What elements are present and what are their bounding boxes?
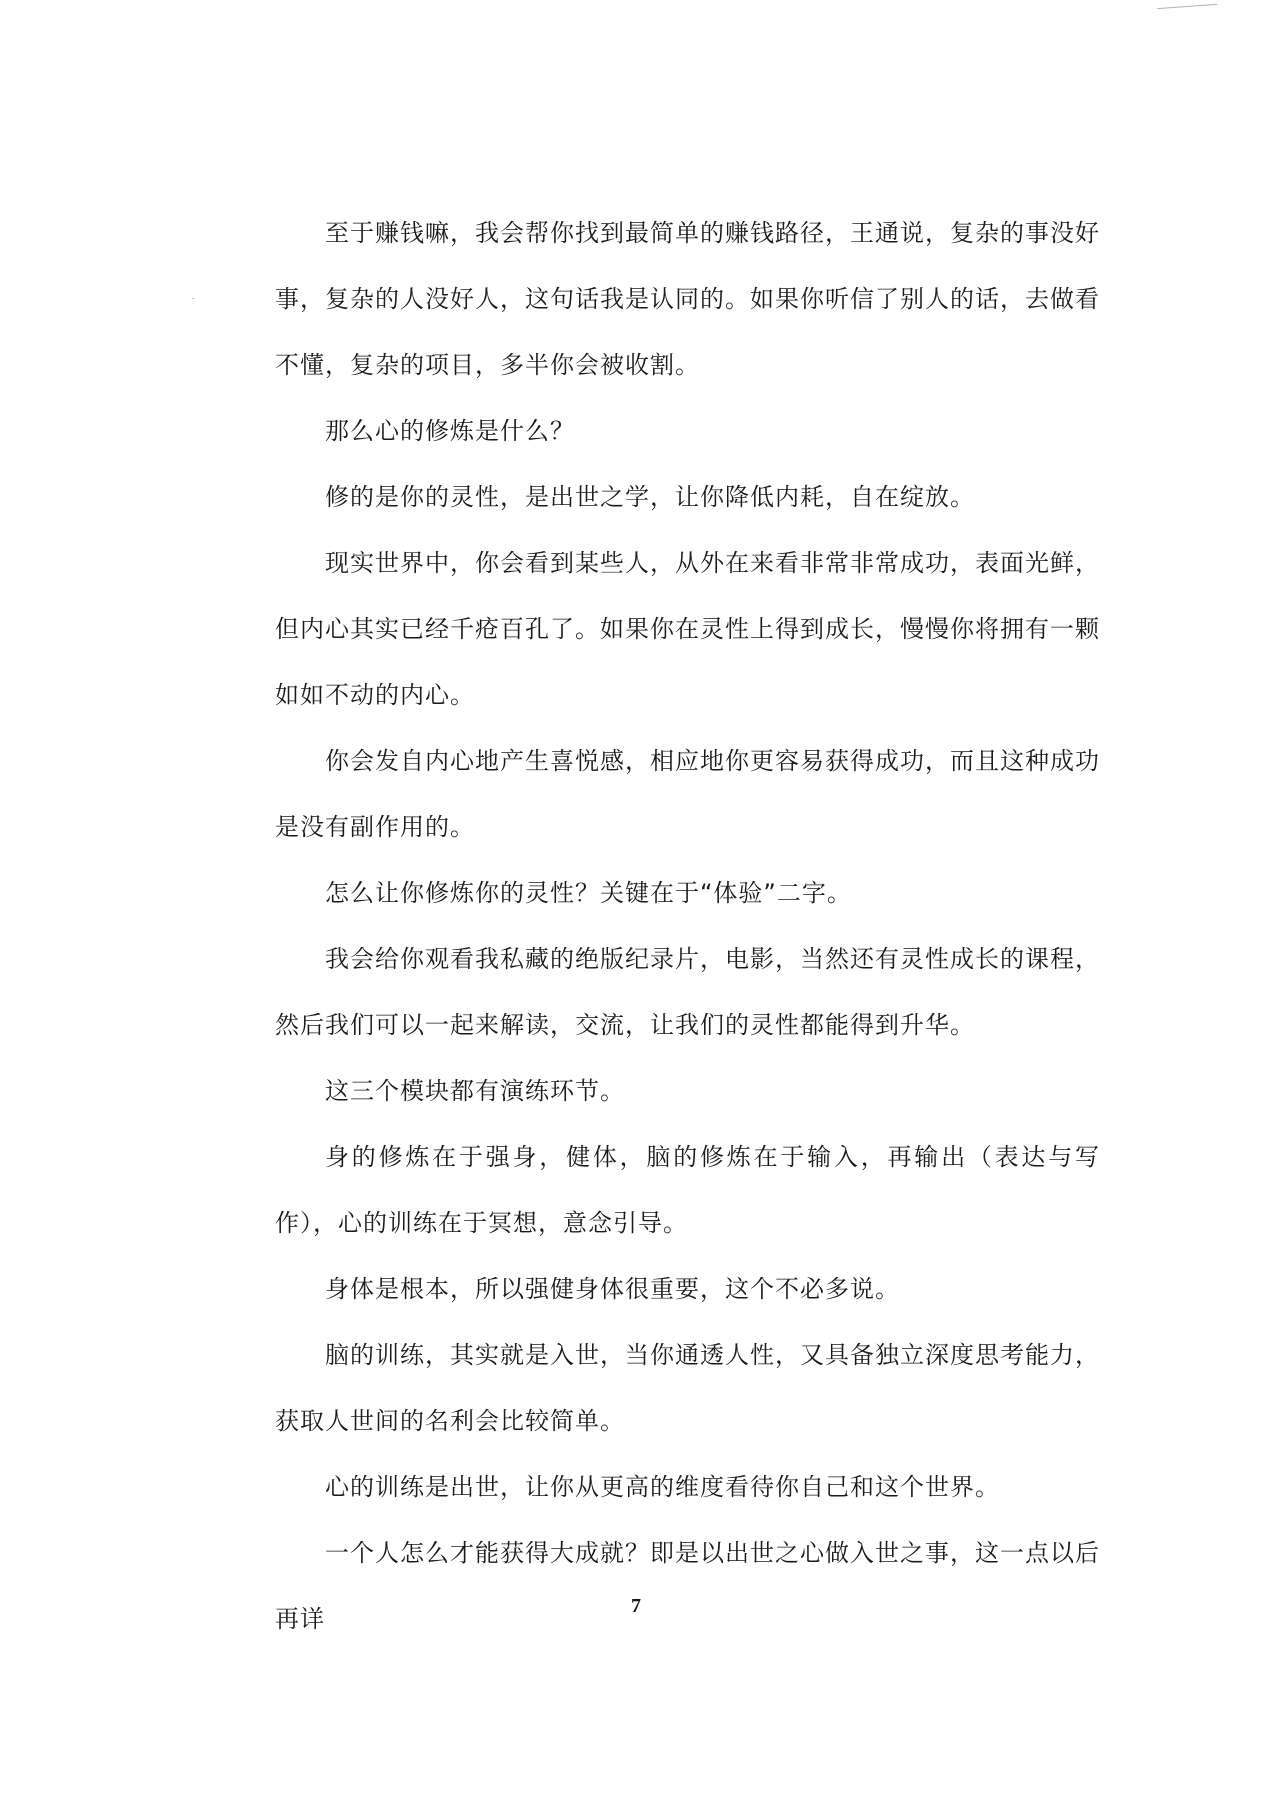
paragraph: 你会发自内心地产生喜悦感，相应地你更容易获得成功，而且这种成功是没有副作用的。 xyxy=(275,747,1100,841)
paragraph: 心的训练是出世，让你从更高的维度看待你自己和这个世界。 xyxy=(325,1473,1000,1501)
paragraph: 这三个模块都有演练环节。 xyxy=(325,1077,625,1105)
paragraph: 至于赚钱嘛，我会帮你找到最简单的赚钱路径，王通说，复杂的事没好事，复杂的人没好人，这句话我是认同的。如果你听信了别人的话，去做看不懂，复杂的项目，多半你会被收割。 xyxy=(275,219,1100,379)
paragraph: 那么心的修炼是什么？ xyxy=(325,417,575,445)
paragraph: 脑的训练，其实就是入世，当你通透人性，又具备独立深度思考能力，获取人世间的名利会比较简单。 xyxy=(275,1341,1100,1435)
paragraph: 身的修炼在于强身，健体，脑的修炼在于输入，再输出（表达与写作），心的训练在于冥想，意念引导。 xyxy=(275,1143,1100,1237)
paragraph: 怎么让你修炼你的灵性？关键在于“体验”二字。 xyxy=(325,879,852,907)
scan-artifact xyxy=(1157,0,1217,9)
scan-artifact-dot xyxy=(192,298,195,299)
paragraph: 身体是根本，所以强健身体很重要，这个不必多说。 xyxy=(325,1275,900,1303)
paragraph: 一个人怎么才能获得大成就？即是以出世之心做入世之事，这一点以后再详 xyxy=(275,1539,1100,1633)
page-number: 7 xyxy=(631,1595,641,1617)
document-body xyxy=(275,200,1100,1652)
paragraph: 修的是你的灵性，是出世之学，让你降低内耗，自在绽放。 xyxy=(325,483,975,511)
paragraph: 现实世界中，你会看到某些人，从外在来看非常非常成功，表面光鲜，但内心其实已经千疮百孔了。如果你在灵性上得到成长，慢慢你将拥有一颗如如不动的内心。 xyxy=(275,549,1100,709)
paragraph: 我会给你观看我私藏的绝版纪录片，电影，当然还有灵性成长的课程，然后我们可以一起来解读，交流，让我们的灵性都能得到升华。 xyxy=(275,945,1100,1039)
